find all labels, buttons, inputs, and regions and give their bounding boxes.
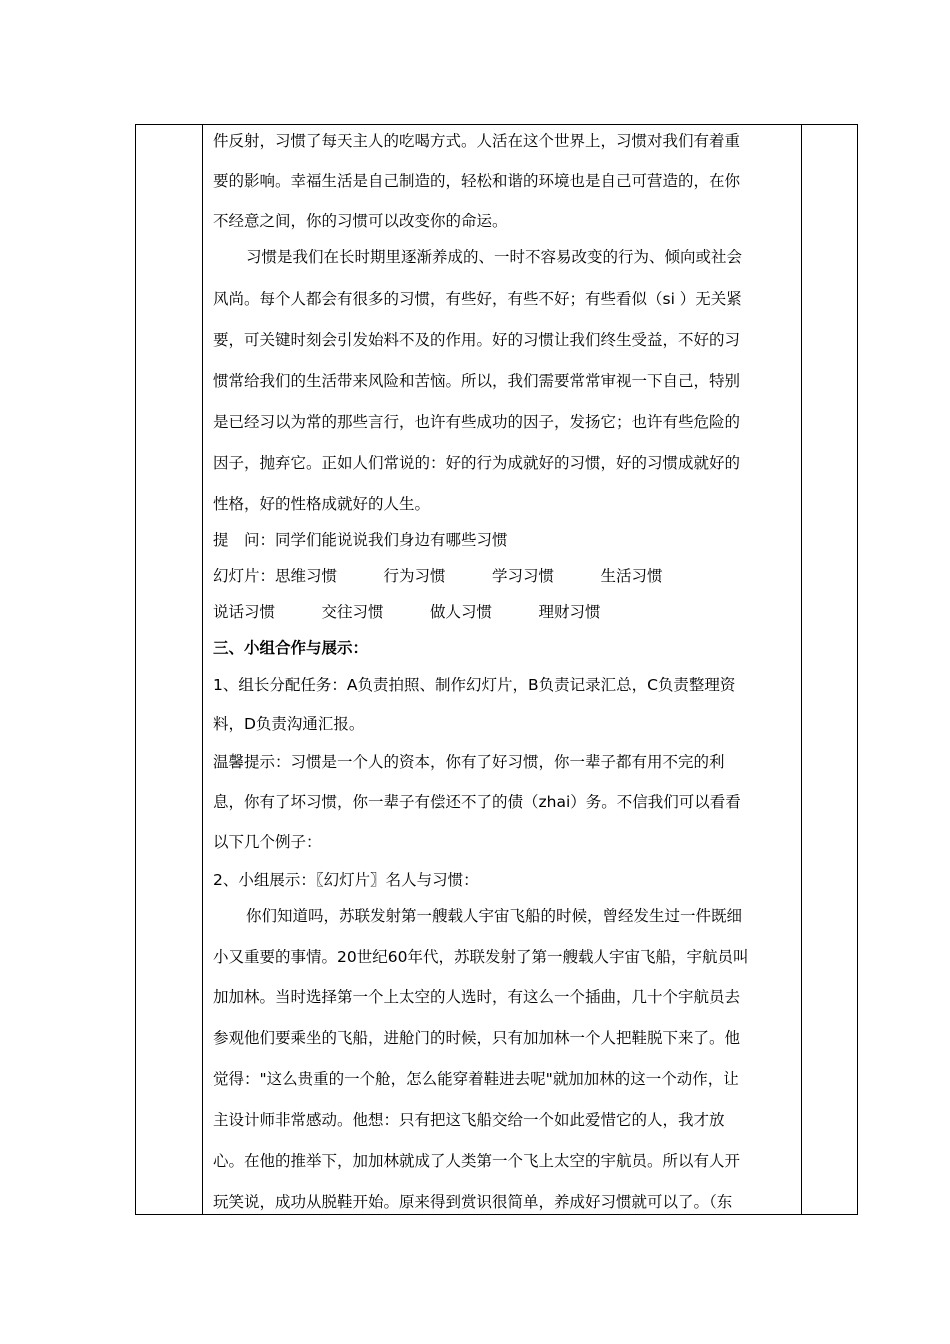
section-heading: 三、小组合作与展示： (213, 639, 369, 657)
text-line: 小又重要的事情。20世纪60年代，苏联发射了第一艘载人宇宙飞船，宇航员叫 (213, 948, 749, 966)
text-line: 因子，抛弃它。正如人们常说的：好的行为成就好的习惯，好的习惯成就好的 (213, 454, 741, 472)
text-line: 不经意之间，你的习惯可以改变你的命运。 (213, 212, 508, 230)
paragraph-text: 你们知道吗，苏联发射第一艘载人宇宙飞船的时候，曾经发生过一件既细 (246, 907, 743, 925)
lesson-table (135, 124, 858, 1215)
paragraph-text: 习惯是我们在长时期里逐渐养成的、一时不容易改变的行为、倾向或社会 (246, 248, 743, 266)
table-column-divider (801, 125, 802, 1214)
text-line: 惯常给我们的生活带来风险和苦恼。所以，我们需要常常审视一下自己，特别 (213, 372, 741, 390)
text-line: 要，可关键时刻会引发始料不及的作用。好的习惯让我们终生受益，不好的习 (213, 331, 741, 349)
text-line: 1、组长分配任务：A负责拍照、制作幻灯片，B负责记录汇总，C负责整理资 (213, 676, 736, 694)
slide-line: 幻灯片：思维习惯 行为习惯 学习习惯 生活习惯 (213, 567, 663, 585)
question-line: 提 问：同学们能说说我们身边有哪些习惯 (213, 531, 508, 549)
text-line: 心。在他的推举下，加加林就成了人类第一个飞上太空的宇航员。所以有人开 (213, 1152, 741, 1170)
text-line: 要的影响。幸福生活是自己制造的，轻松和谐的环境也是自己可营造的，在你 (213, 172, 741, 190)
text-line: 件反射，习惯了每天主人的吃喝方式。人活在这个世界上，习惯对我们有着重 (213, 132, 741, 150)
table-column-divider (202, 125, 203, 1214)
text-line: 风尚。每个人都会有很多的习惯，有些好，有些不好；有些看似（si ）无关紧 (213, 290, 742, 308)
text-line: 是已经习以为常的那些言行，也许有些成功的因子，发扬它；也许有些危险的 (213, 413, 741, 431)
text-line: 以下几个例子： (213, 833, 322, 851)
text-line: 玩笑说，成功从脱鞋开始。原来得到赏识很简单，养成好习惯就可以了。（东 (213, 1193, 733, 1211)
text-line: 息，你有了坏习惯，你一辈子有偿还不了的债（zhai）务。不信我们可以看看 (213, 793, 741, 811)
text-line: 参观他们要乘坐的飞船，进舱门的时候，只有加加林一个人把鞋脱下来了。他 (213, 1029, 741, 1047)
text-line: 性格，好的性格成就好的人生。 (213, 495, 431, 513)
text-line: 觉得："这么贵重的一个舱，怎么能穿着鞋进去呢"就加加林的这一个动作，让 (213, 1070, 739, 1088)
text-line: 主设计师非常感动。他想：只有把这飞船交给一个如此爱惜它的人，我才放 (213, 1111, 725, 1129)
text-line: 温馨提示：习惯是一个人的资本，你有了好习惯，你一辈子都有用不完的利 (213, 753, 725, 771)
slide-line: 说话习惯 交往习惯 做人习惯 理财习惯 (213, 603, 601, 621)
text-line: 料，D负责沟通汇报。 (213, 715, 365, 733)
text-line: 2、小组展示：〖幻灯片〗名人与习惯： (213, 871, 479, 889)
text-line: 加加林。当时选择第一个上太空的人选时，有这么一个插曲，几十个宇航员去 (213, 988, 741, 1006)
